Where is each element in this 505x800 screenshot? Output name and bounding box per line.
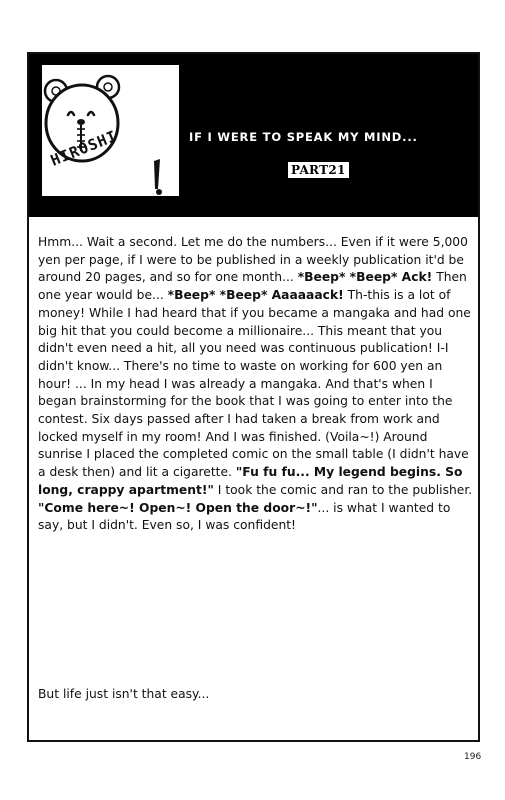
author-signature: HIROSHI — [48, 126, 120, 170]
quoted-speech: "Come here~! Open~! Open the door~!" — [38, 500, 318, 515]
body-text-segment: Then one year would be... — [38, 270, 467, 303]
header-banner — [29, 54, 478, 217]
page-number: 196 — [464, 752, 482, 762]
author-avatar — [42, 65, 179, 196]
body-text-segment: Hmm... Wait a second. Let me do the numbers... Even if it were 5,000 yen per page, if I were to be published in a weekly publication it'd be around 20 pages, and so for one month... — [38, 235, 468, 285]
sound-effect-beep: *Beep* *Beep* Aaaaaack! — [167, 288, 344, 303]
body-paragraph — [38, 234, 474, 535]
page-frame — [27, 52, 480, 742]
closing-line: But life just isn't that easy... — [38, 687, 210, 701]
quoted-speech: "Fu fu fu... My legend begins. So long, crappy apartment!" — [38, 465, 463, 497]
body-text-segment: Th-this is a lot of money! While I had heard that if you became a mangaka and had one big hit that you could become a millionaire... This meant that you didn't even need a hit, all you need was continuous publication! I-I didn't know... There's no time to waste on working for 600 yen an hour! ... In my head I was already a mangaka. And that's when I began brainstorming for the book that I was going to enter into the contest. Six days passed after I had taken a break from work and locked myself in my room! And I was finished. (Voila~!) Around sunrise I placed the completed comic on the small table (I didn't have a desk then) and lit a cigarette. — [38, 288, 471, 480]
body-text-segment: I took the comic and ran to the publisher. — [213, 482, 473, 497]
part-label: PART21 — [288, 162, 349, 178]
body-text-segment: ... is what I wanted to say, but I didn't. Even so, I was confident! — [38, 500, 451, 533]
column-title: IF I WERE TO SPEAK MY MIND... — [189, 130, 418, 144]
sound-effect-beep: *Beep* *Beep* Ack! — [297, 270, 433, 285]
